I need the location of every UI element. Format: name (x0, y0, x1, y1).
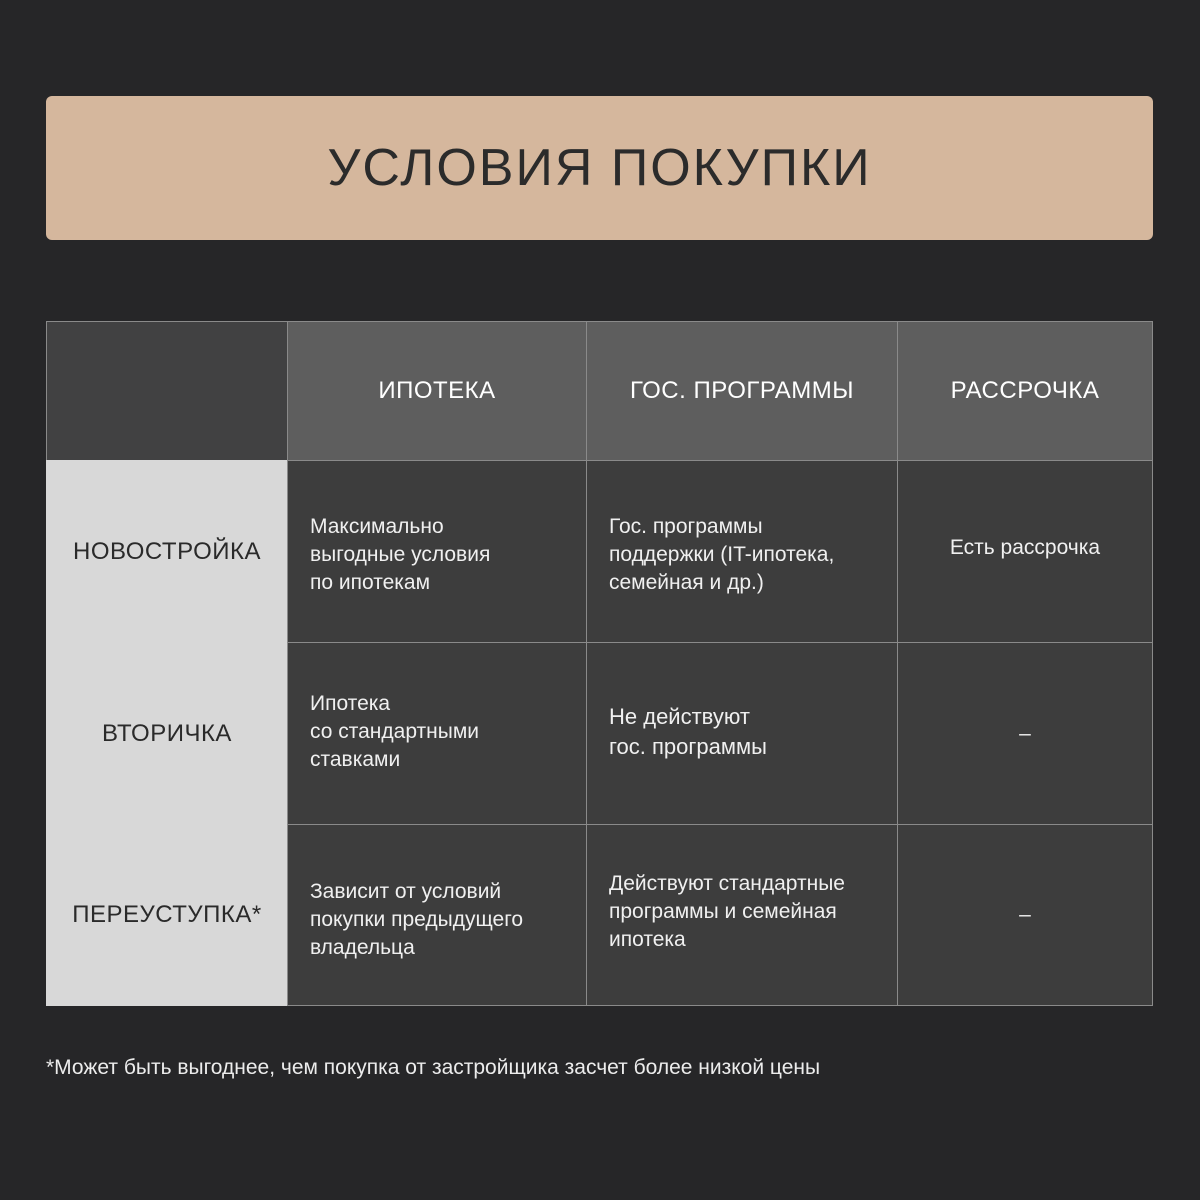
table-cell (897, 642, 1153, 825)
column-header-label: ГОС. ПРОГРАММЫ (629, 377, 855, 404)
column-header-gov-programs (586, 321, 898, 461)
cell-text: Зависит от условий покупки предыдущего владельца (310, 880, 524, 959)
cell-text: Не действуют гос. программы (609, 703, 767, 759)
row-header-label: НОВОСТРОЙКА (73, 537, 261, 565)
page-title: УСЛОВИЯ ПОКУПКИ (327, 139, 872, 197)
table-cell (287, 642, 587, 825)
row-header-label: ВТОРИЧКА (102, 719, 232, 747)
conditions-table (46, 321, 1153, 1006)
footnote: *Может быть выгоднее, чем покупка от застройщика засчет более низкой цены (46, 1056, 821, 1079)
row-header-label: ПЕРЕУСТУПКА* (72, 901, 262, 928)
table-cell (897, 460, 1153, 643)
column-header-mortgage (287, 321, 587, 461)
row-header-new-building (46, 460, 288, 643)
cell-text: Действуют стандартные программы и семейная ипотека (609, 872, 845, 951)
row-header-secondary (46, 642, 288, 825)
table-cell (287, 824, 587, 1006)
cell-text: Ипотека со стандартными ставками (310, 691, 480, 771)
cell-text: – (1019, 903, 1031, 926)
column-header-label: ИПОТЕКА (378, 377, 496, 404)
title-banner (46, 96, 1153, 240)
table-cell (897, 824, 1153, 1006)
table-cell (287, 460, 587, 643)
column-header-installment (897, 321, 1153, 461)
cell-text: Максимально выгодные условия по ипотекам (310, 514, 491, 594)
table-corner-cell (46, 321, 288, 461)
row-header-assignment (46, 824, 288, 1006)
column-header-label: РАССРОЧКА (950, 377, 1100, 404)
cell-text: – (1019, 721, 1031, 745)
table-cell (586, 642, 898, 825)
table-cell (586, 824, 898, 1006)
cell-text: Есть рассрочка (949, 535, 1101, 559)
cell-text: Гос. программы поддержки (IT-ипотека, семейная и др.) (609, 514, 835, 594)
table-cell (586, 460, 898, 643)
